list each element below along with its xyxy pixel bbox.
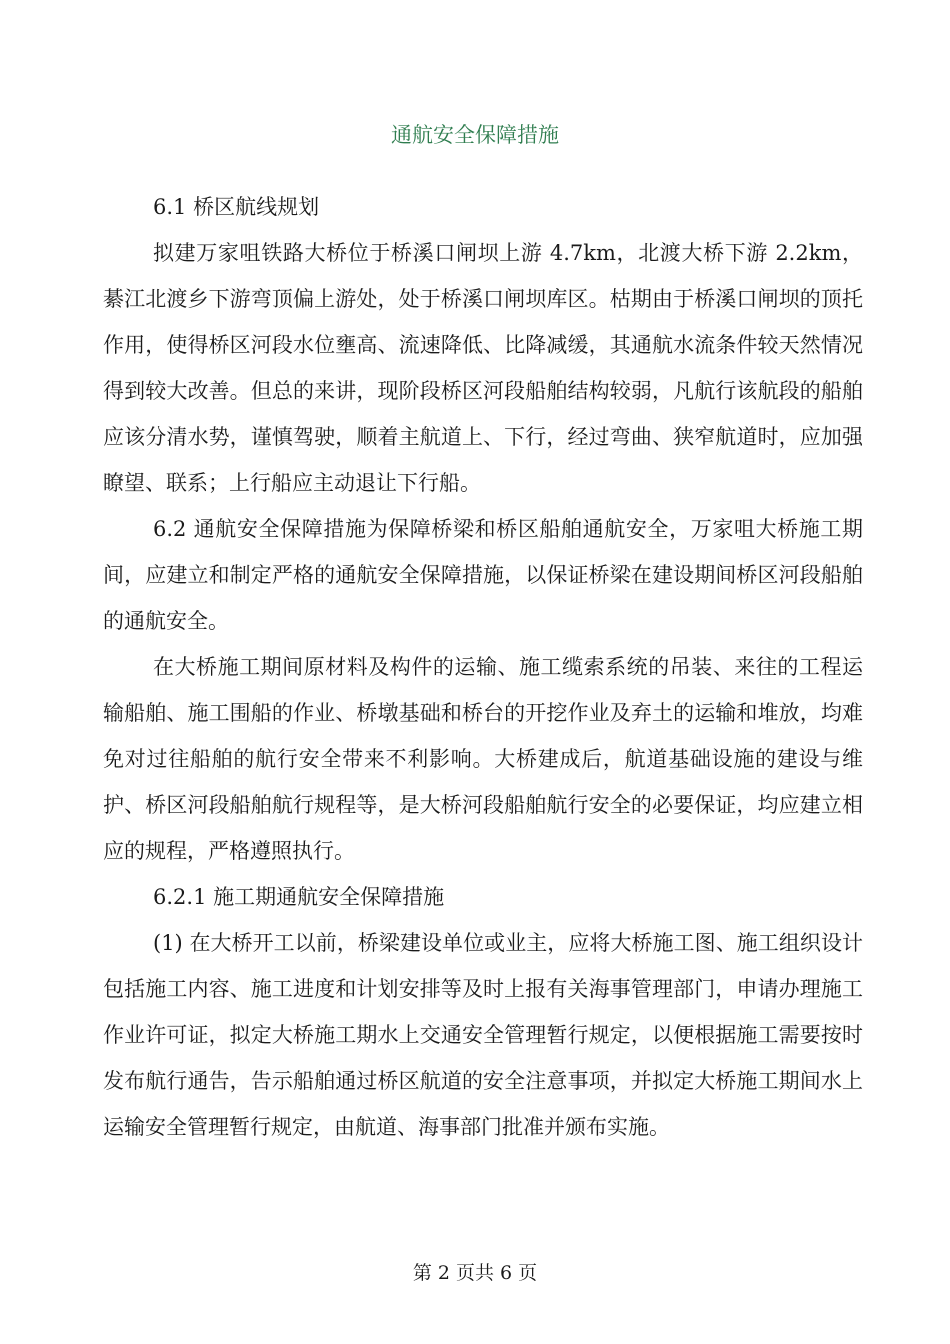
section-heading-6-2-1: 6.2.1 施工期通航安全保障措施 <box>153 885 445 909</box>
paragraph-safety-measures: 6.2 通航安全保障措施为保障桥梁和桥区船舶通航安全，万家咀大桥施工期间，应建立和制定严格的通航安全保障措施，以保证桥梁在建设期间桥区河段船舶的通航安全。 <box>103 517 863 633</box>
paragraph-construction-impact: 在大桥施工期间原材料及构件的运输、施工缆索系统的吊装、来往的工程运输船舶、施工围船的作业、桥墩基础和桥台的开挖作业及弃土的运输和堆放，均难免对过往船舶的航行安全带来不利影响。大桥建成后，航道基础设施的建设与维护、桥区河段船舶航行规程等，是大桥河段船舶航行安全的必要保证，均应建立相应的规程，严格遵照执行。 <box>103 655 863 863</box>
paragraph-item-1: (1) 在大桥开工以前，桥梁建设单位或业主，应将大桥施工图、施工组织设计包括施工内容、施工进度和计划安排等及时上报有关海事管理部门，申请办理施工作业许可证，拟定大桥施工期水上交通安全管理暂行规定，以便根据施工需要按时发布航行通告，告示船舶通过桥区航道的安全注意事项，并拟定大桥施工期间水上运输安全管理暂行规定，由航道、海事部门批准并颁布实施。 <box>103 931 863 1139</box>
document-title: 通航安全保障措施 <box>391 123 559 147</box>
document-body <box>103 184 863 1150</box>
paragraph-route-planning: 拟建万家咀铁路大桥位于桥溪口闸坝上游 4.7km，北渡大桥下游 2.2km，綦江北渡乡下游弯顶偏上游处，处于桥溪口闸坝库区。枯期由于桥溪口闸坝的顶托作用，使得桥区河段水位壅高、流速降低、比降减缓，其通航水流条件较天然情况得到较大改善。但总的来讲，现阶段桥区河段船舶结构较弱，凡航行该航段的船舶应该分清水势，谨慎驾驶，顺着主航道上、下行，经过弯曲、狭窄航道时，应加强瞭望、联系；上行船应主动退让下行船。 <box>103 241 863 495</box>
page-number-footer: 第 2 页共 6 页 <box>412 1262 538 1284</box>
section-heading-6-1: 6.1 桥区航线规划 <box>153 195 320 219</box>
